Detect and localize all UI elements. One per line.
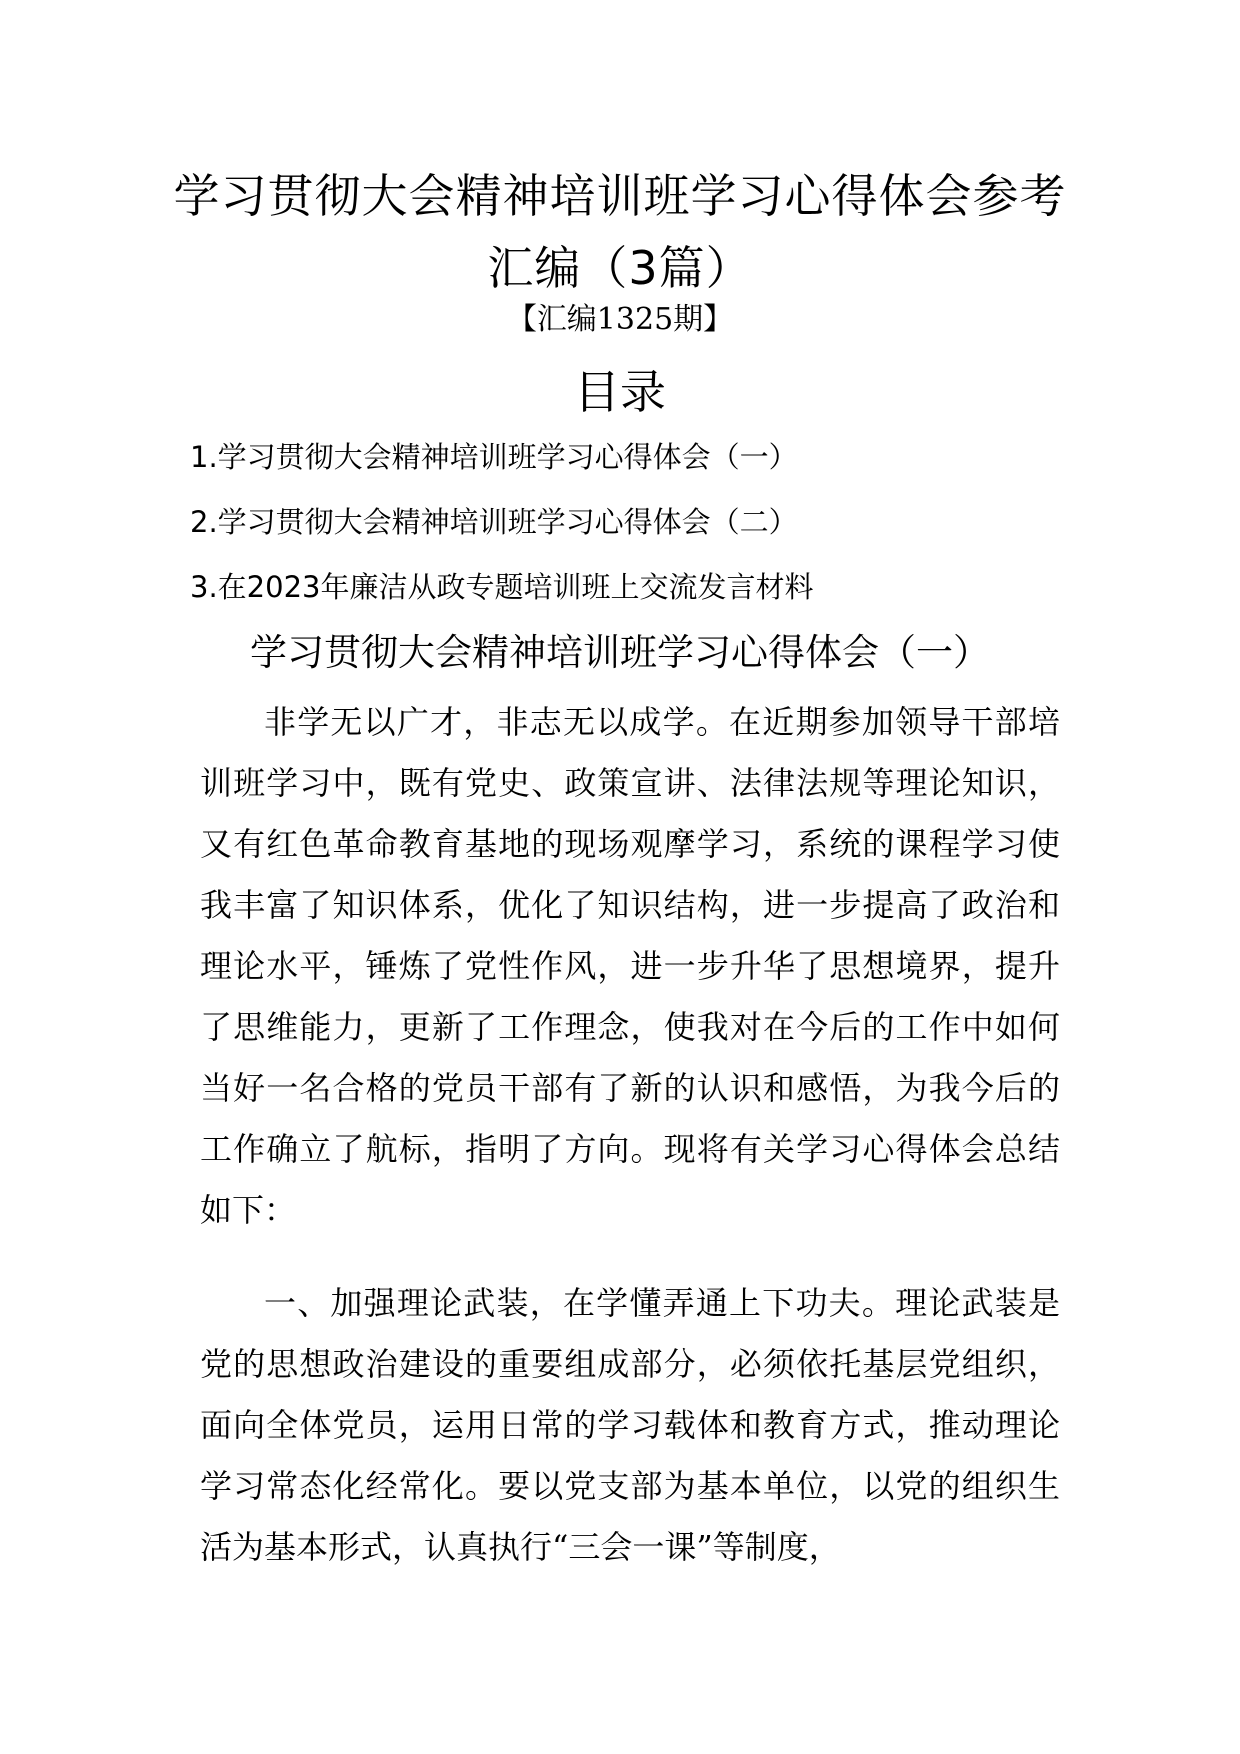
- body-paragraph-1: 非学无以广才，非志无以成学。在近期参加领导干部培训班学习中，既有党史、政策宣讲、法律法规等理论知识，又有红色革命教育基地的现场观摩学习，系统的课程学习使我丰富了知识体系，优化了知识结构，进一步提高了政治和理论水平，锤炼了党性作风，进一步升华了思想境界，提升了思维能力，更新了工作理念，使我对在今后的工作中如何当好一名合格的党员干部有了新的认识和感悟，为我今后的工作确立了航标，指明了方向。现将有关学习心得体会总结如下：: [200, 703, 1060, 1229]
- section-title: 学习贯彻大会精神培训班学习心得体会（一）: [250, 631, 990, 674]
- issue-number: 【汇编1325期】: [506, 302, 734, 337]
- document-title: 学习贯彻大会精神培训班学习心得体会参考汇编（3篇）: [173, 169, 1067, 295]
- toc-item-3: 3.在2023年廉洁从政专题培训班上交流发言材料: [190, 570, 814, 604]
- body-paragraph-2: 一、加强理论武装，在学懂弄通上下功夫。理论武装是党的思想政治建设的重要组成部分，必须依托基层党组织，面向全体党员，运用日常的学习载体和教育方式，推动理论学习常态化经常化。要以党支部为基本单位，以党的组织生活为基本形式，认真执行“三会一课”等制度，: [200, 1284, 1060, 1566]
- toc-item-1: 1.学习贯彻大会精神培训班学习心得体会（一）: [190, 440, 798, 474]
- toc-heading: 目录: [574, 365, 666, 419]
- toc-item-2: 2.学习贯彻大会精神培训班学习心得体会（二）: [190, 505, 798, 539]
